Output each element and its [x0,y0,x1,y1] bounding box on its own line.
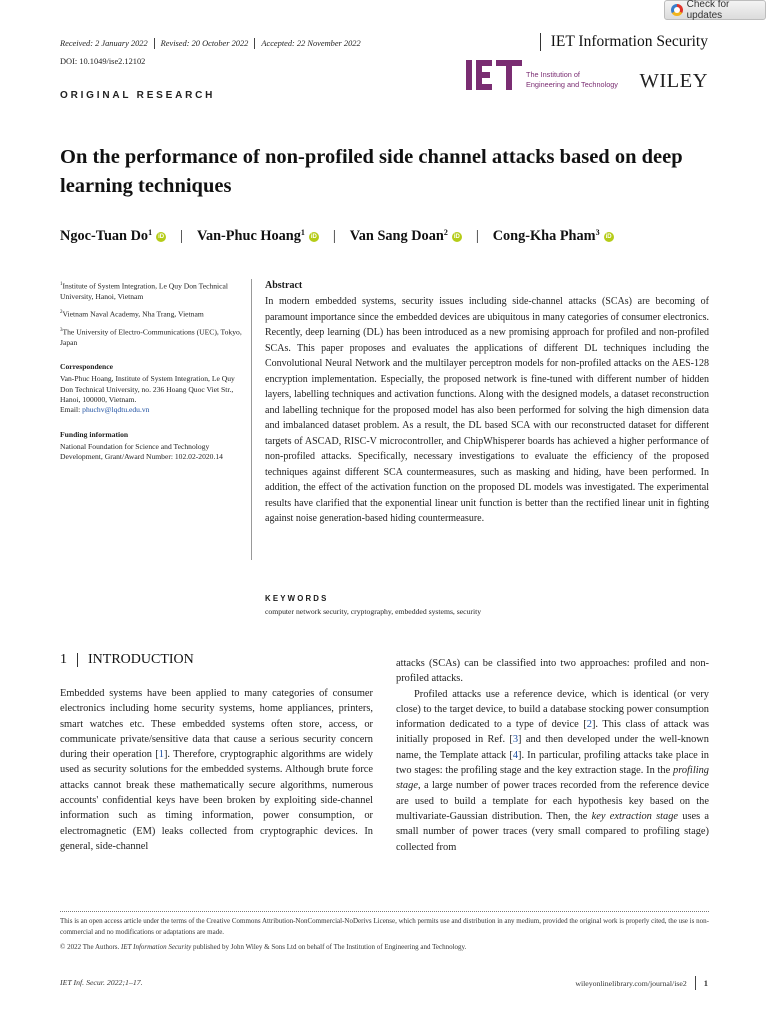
citation-link[interactable]: 4 [512,749,519,761]
divider [695,976,696,990]
divider [154,38,155,49]
crossmark-icon [671,4,683,16]
funding-text: National Foundation for Science and Technology Development, Grant/Award Number: 102.02-2020.14 [60,441,223,462]
section-label: ORIGINAL RESEARCH [60,90,216,101]
article-dates [60,38,361,49]
citation-link[interactable]: 1 [158,749,164,761]
orcid-icon[interactable]: iD [453,233,460,240]
affiliation: $^2$Vietnam Naval Academy, Nha Trang, Vietnam [60,309,204,319]
keywords-text: computer network security, cryptography, embedded systems, security [265,607,482,616]
author-list [60,228,614,245]
journal-name: IET Information Security [550,33,708,50]
section-heading: 1 INTRODUCTION [60,652,194,667]
revised-date: Revised: 20 October 2022 [160,39,249,48]
footnote-rule [60,911,709,912]
abstract-heading: Abstract [265,280,303,291]
license-text: This is an open access article under the terms of the Creative Commons Attribution-NonCommercial-NoDerivs License, which permits use and distribution in any medium, provided the original work is properly cited, the use is non-commercial and no modifications or adaptations are made. [60,917,709,936]
citation-link[interactable]: 3 [512,734,519,746]
author[interactable]: Van Sang Doan $^2$ iD [349,228,460,244]
body-column-right [396,656,709,855]
divider: | [475,228,479,244]
abstract-text: In modern embedded systems, security issues including side-channel attacks (SCAs) are becoming of paramount importance since the embedded devices are ubiquitous in many categories of consumer electronics. Recently, deep learning (DL) has been introduced as a new promising approach for profiled and non-profiled SCAs. This paper proposes and evaluates the applications of different DL techniques including the Convolutional Neural Network and the multilayer perceptron models for non-profiled attacks on the AES-128 encryption implementation. Especially, the proposed network is fine-tuned with different number of hidden layers, labelling techniques and activation functions. Along with the designed models, a dataset reconstruction and labelling technique for the proposed model has also been performed for solving the high dimension data and imbalanced dataset problem. As a result, the DL based SCA with our reconstructed dataset for different targets of ASCAD, RISC-V microcontroller, and ChipWhisperer boards has achieved a higher performance of non-profiled attacks. Specifically, necessary investigations to evaluate the efficiency of the proposed techniques against different SCA countermeasures, such as masking and hiding, have been performed. In addition, the effect of the activation function on the proposed DL models was investigated. The experimental results have clarified that the exponential linear unit function is better than the rectified linear unit in fighting against noise generation-based hiding countermeasure. [265,296,709,524]
wiley-logo: WILEY [639,70,708,92]
paragraph: Embedded systems have been applied to many categories of consumer electronics including home security systems, home appliances, printers, smart watches etc. These embedded systems often store, access, or communicate private/sensitive data that cause a serious security concern during their operation [1]. Therefore, cryptographic algorithms are widely used as security solutions for the embedded systems. Although brute force attacks cannot break these mathematically secure algorithms, numerous accounts' confidential keys have been broken by exploiting side-channel information such as timing information, power consumption, or electromagnetic (EM) leaks collected from cryptographic devices. In general, side-channel [60,688,373,852]
email-link[interactable]: phuchv@lqdtu.edu.vn [82,405,150,415]
affiliation: $^1$Institute of System Integration, Le Quy Don Technical University, Hanoi, Vietnam [60,281,229,301]
citation-line: IET Inf. Secur. 2022;1–17. [60,978,143,987]
journal-title [540,33,708,51]
divider [254,38,255,49]
paper-title: On the performance of non-profiled side channel attacks based on deep learning techniques [60,146,683,197]
author[interactable]: Van-Phuc Hoang $^1$ iD [196,228,317,244]
divider: | [332,228,336,244]
citation-link[interactable]: 2 [586,719,592,731]
divider [540,33,541,51]
check-for-updates-label: Check for updates [686,0,730,21]
paragraph: Profiled attacks use a reference device, which is identical (or very close) to the target device, to build a database stocking power consumption information dedicated to a type of device [2]. This class of attack was initially proposed in Ref. [3] and then developed under the well-known name, the Template attack [4]. In particular, profiling attacks take place in two stages: the profiling stage and the key extraction stage. In the profiling stage, a large number of power traces recorded from the reference device are used to build a template for each hypothesis key based on the multivariate-Gaussian distribution. Then, the key extraction stage uses a small number of power traces (very small compared to profiling stage) collected from [396,688,710,853]
orcid-icon[interactable]: iD [605,233,612,240]
copyright-text: © 2022 The Authors. IET Information Security published by John Wiley & Sons Ltd on behalf of The Institution of Engineering and Technology. [60,943,467,951]
author[interactable]: Cong-Kha Pham $^3$ iD [492,228,612,244]
iet-institution-text: The Institution of Engineering and Technology [526,70,618,89]
affiliation: $^3$The University of Electro-Communications (UEC), Tokyo, Japan [60,327,242,347]
journal-url[interactable]: wileyonlinelibrary.com/journal/ise2 [575,978,687,988]
body-column-left [60,686,373,854]
divider: | [180,228,183,244]
column-divider [251,279,252,560]
orcid-icon[interactable]: iD [310,233,317,240]
keywords-heading: KEYWORDS [265,594,329,603]
correspondence-heading: Correspondence [60,362,114,372]
accepted-date: Accepted: 22 November 2022 [261,39,361,48]
page-footer [575,976,708,990]
iet-logo [466,60,522,90]
divider [77,653,78,667]
correspondence-text: Van-Phuc Hoang, Institute of System Integration, Le Quy Don Technical University, no. 236 Hoang Quoc Viet Str., Hanoi, 100000, Vietnam. [60,374,235,404]
doi[interactable]: DOI: 10.1049/ise2.12102 [60,57,146,66]
check-for-updates-button[interactable] [664,0,766,20]
received-date: Received: 2 January 2022 [60,39,148,48]
page-number: 1 [703,978,708,988]
author[interactable]: Ngoc-Tuan Do $^1$ iD [60,228,165,244]
funding-heading: Funding information [60,429,129,439]
paragraph: attacks (SCAs) can be classified into two approaches: profiled and non-profiled attacks. [396,658,709,685]
orcid-icon[interactable]: iD [158,233,165,240]
side-info [60,280,245,462]
correspondence-email: Email: phuchv@lqdtu.edu.vn [60,405,150,415]
